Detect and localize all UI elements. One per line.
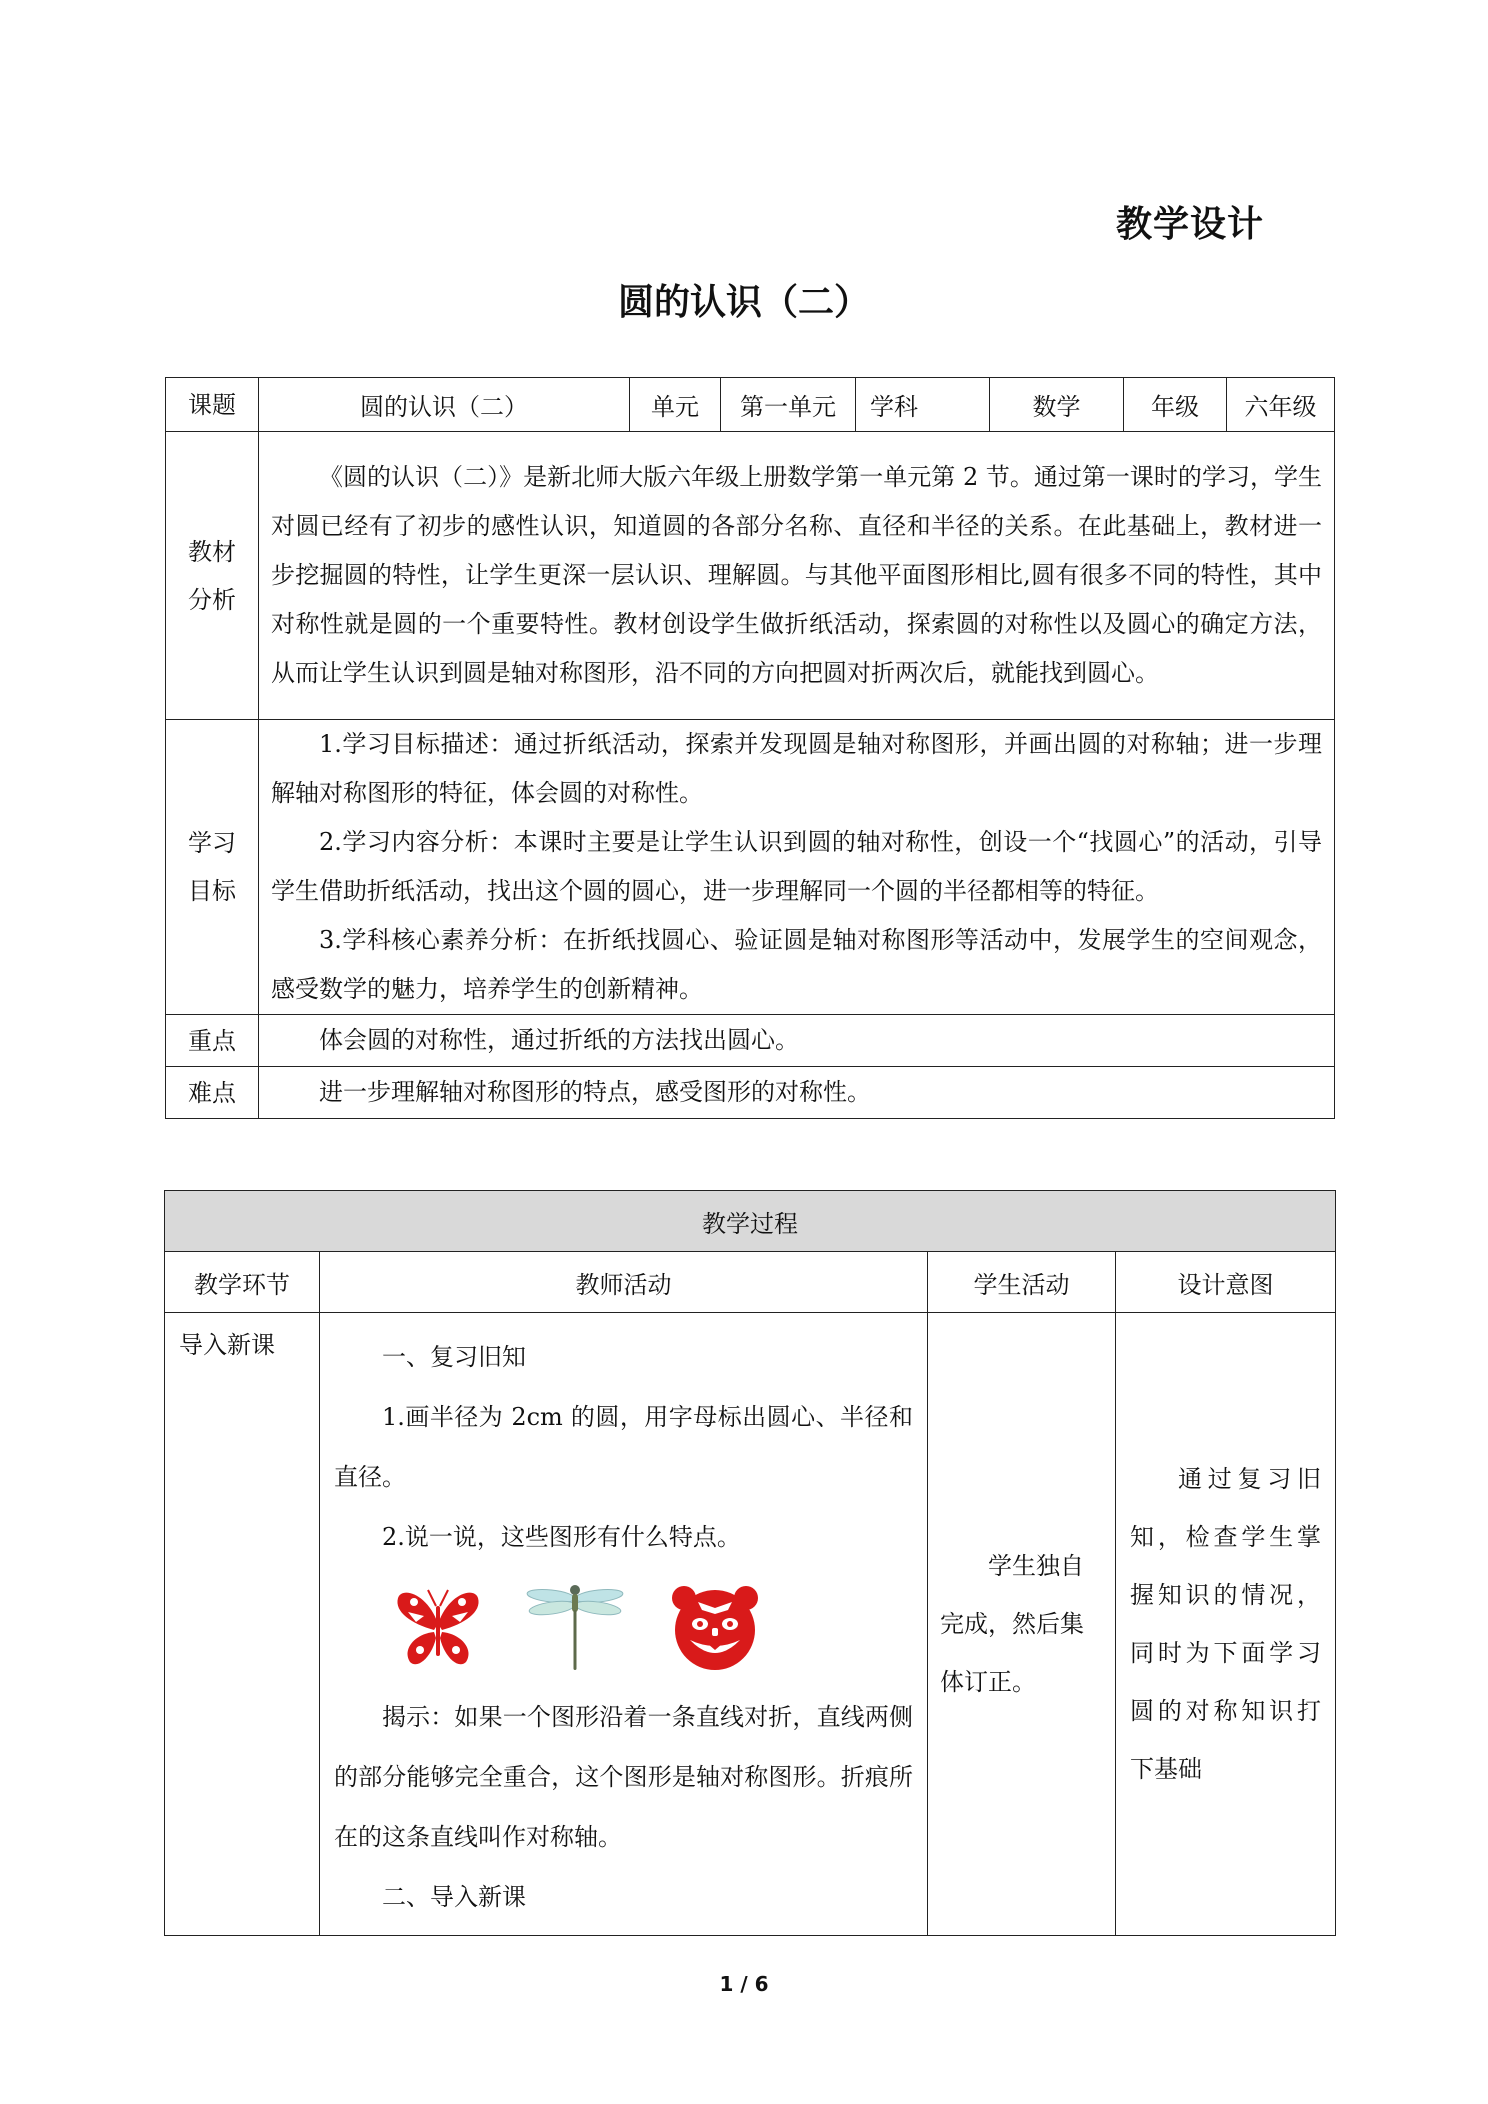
- analysis-text: 《圆的认识（二）》是新北师大版六年级上册数学第一单元第 2 节。通过第一课时的学习，学生对圆已经有了初步的感性认识，知道圆的各部分名称、直径和半径的关系。在此基础上，教材进一步挖掘圆的特性，让学生更深一层认识、理解圆。与其他平面图形相比,圆有很多不同的特性，其中对称性就是圆的一个重要特性。教材创设学生做折纸活动，探索圆的对称性以及圆心的确定方法，从而让学生认识到圆是轴对称图形，沿不同的方向把圆对折两次后，就能找到圆心。: [271, 463, 1322, 687]
- document-kind: 教学设计: [1116, 204, 1265, 245]
- difficulty-cell: [259, 1067, 1335, 1119]
- topic-label: 课题: [166, 378, 259, 432]
- grade-value: 六年级: [1227, 378, 1335, 432]
- analysis-label: 教材分析: [166, 432, 259, 720]
- symmetric-figures: [334, 1567, 913, 1687]
- key-point-text: 体会圆的对称性，通过折纸的方法找出圆心。: [319, 1026, 799, 1054]
- teaching-process-table: [164, 1190, 1336, 1936]
- review-item-1: 1.画半径为 2cm 的圆，用字母标出圆心、半径和直径。: [334, 1403, 913, 1491]
- design-intent-cell: [1116, 1313, 1336, 1936]
- tiger-papercut-image: [668, 1580, 762, 1674]
- subject-label: 学科: [856, 378, 990, 432]
- student-activity-cell: [928, 1313, 1116, 1936]
- review-heading: 一、复习旧知: [382, 1343, 526, 1371]
- intro-heading: 二、导入新课: [382, 1883, 526, 1911]
- document-title: 圆的认识（二）: [617, 282, 870, 323]
- analysis-cell: [259, 432, 1335, 720]
- goal-item: 2.学习内容分析：本课时主要是让学生认识到圆的轴对称性，创设一个“找圆心”的活动，引导学生借助折纸活动，找出这个圆的圆心，进一步理解同一个圆的半径都相等的特征。: [271, 828, 1322, 905]
- goal-item: 3.学科核心素养分析：在折纸找圆心、验证圆是轴对称图形等活动中，发展学生的空间观念，感受数学的魅力，培养学生的创新精神。: [271, 926, 1322, 1003]
- teacher-activity-cell: [320, 1313, 928, 1936]
- dragonfly-image: [524, 1582, 626, 1672]
- goals-cell: [259, 720, 1335, 1015]
- process-title: 教学过程: [165, 1191, 1336, 1252]
- col-stage-header: 教学环节: [165, 1252, 320, 1313]
- key-point-label: 重点: [166, 1015, 259, 1067]
- key-point-cell: [259, 1015, 1335, 1067]
- stage-name: 导入新课: [179, 1331, 275, 1359]
- difficulty-label: 难点: [166, 1067, 259, 1119]
- col-student-header: 学生活动: [928, 1252, 1116, 1313]
- unit-label: 单元: [630, 378, 721, 432]
- subject-value: 数学: [990, 378, 1124, 432]
- topic-value: 圆的认识（二）: [259, 378, 630, 432]
- butterfly-papercut-image: [394, 1584, 482, 1670]
- lesson-info-table: [165, 377, 1335, 1119]
- student-activity-text: 学生独自完成，然后集体订正。: [940, 1552, 1084, 1696]
- goal-item: 1.学习目标描述：通过折纸活动，探索并发现圆是轴对称图形，并画出圆的对称轴；进一步理解轴对称图形的特征，体会圆的对称性。: [271, 730, 1322, 807]
- stage-cell: [165, 1313, 320, 1936]
- unit-value: 第一单元: [721, 378, 856, 432]
- design-intent-text: 通过复习旧知，检查学生掌握知识的情况，同时为下面学习圆的对称知识打下基础: [1130, 1465, 1321, 1783]
- col-teacher-header: 教师活动: [320, 1252, 928, 1313]
- col-intent-header: 设计意图: [1116, 1252, 1336, 1313]
- page-number: 1 / 6: [719, 1972, 769, 1996]
- grade-label: 年级: [1124, 378, 1227, 432]
- goals-label: 学习目标: [166, 720, 259, 1015]
- definition-reveal: 揭示：如果一个图形沿着一条直线对折，直线两侧的部分能够完全重合，这个图形是轴对称图形。折痕所在的这条直线叫作对称轴。: [334, 1703, 913, 1851]
- review-item-2: 2.说一说，这些图形有什么特点。: [382, 1523, 741, 1551]
- difficulty-text: 进一步理解轴对称图形的特点，感受图形的对称性。: [319, 1078, 871, 1106]
